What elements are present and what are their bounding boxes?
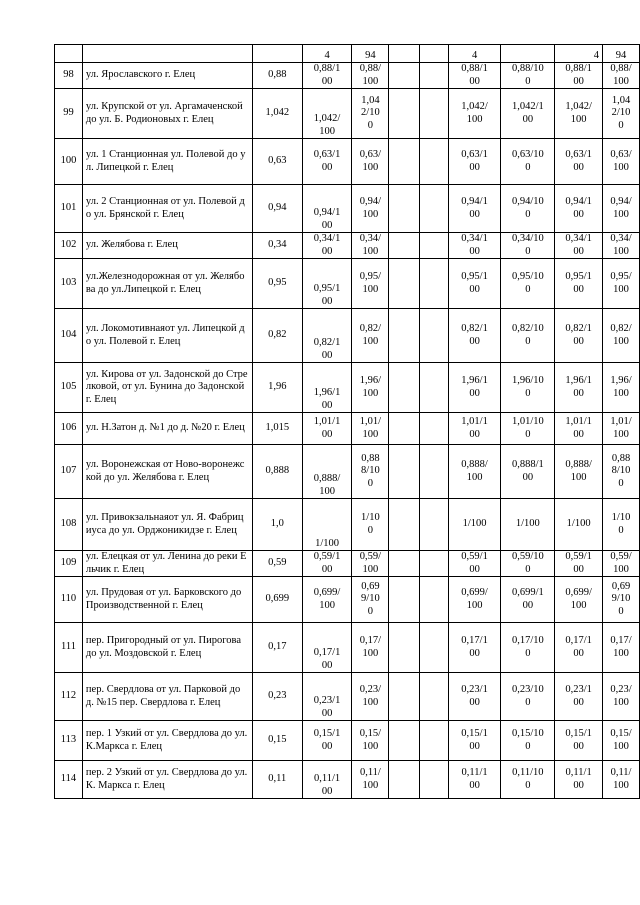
road-name: ул. Елецкая от ул. Ленина до реки Ельчик г. Елец bbox=[82, 551, 252, 577]
header-cell: 4 bbox=[302, 45, 352, 63]
value-cell: 0,23/1 00 bbox=[448, 673, 501, 721]
row-number: 102 bbox=[55, 233, 83, 259]
empty-cell bbox=[420, 577, 449, 623]
empty-cell bbox=[389, 499, 420, 551]
value-cell: 0,95/1 00 bbox=[302, 259, 352, 309]
road-name: пер. 2 Узкий от ул. Свердлова до ул. К. Маркса г. Елец bbox=[82, 761, 252, 799]
road-name: ул. Привокзальнаяот ул. Я. Фабрициуса до ул. Орджоникидзе г. Елец bbox=[82, 499, 252, 551]
value-cell: 1,042/ 100 bbox=[555, 89, 603, 139]
road-name: ул. Кирова от ул. Задонской до Стрелковой, от ул. Бунина до Задонской г. Елец bbox=[82, 363, 252, 413]
empty-cell bbox=[420, 233, 449, 259]
value-cell: 0,23/1 00 bbox=[302, 673, 352, 721]
road-length: 0,63 bbox=[252, 139, 302, 185]
value-cell: 0,69 9/10 0 bbox=[603, 577, 640, 623]
value-cell: 0,11/10 0 bbox=[501, 761, 555, 799]
value-cell: 0,88/ 100 bbox=[603, 63, 640, 89]
table-row bbox=[55, 721, 640, 761]
value-cell: 1,042/ 100 bbox=[448, 89, 501, 139]
value-cell: 0,11/1 00 bbox=[448, 761, 501, 799]
value-cell: 0,63/1 00 bbox=[555, 139, 603, 185]
row-number: 112 bbox=[55, 673, 83, 721]
value-cell: 0,63/10 0 bbox=[501, 139, 555, 185]
value-cell: 1,04 2/10 0 bbox=[603, 89, 640, 139]
table-row bbox=[55, 89, 640, 139]
road-length: 1,0 bbox=[252, 499, 302, 551]
value-cell: 0,82/ 100 bbox=[352, 309, 389, 363]
road-length: 0,17 bbox=[252, 623, 302, 673]
value-cell: 1,96/1 00 bbox=[555, 363, 603, 413]
value-cell: 0,23/10 0 bbox=[501, 673, 555, 721]
value-cell: 0,63/ 100 bbox=[352, 139, 389, 185]
value-cell: 0,34/ 100 bbox=[603, 233, 640, 259]
road-length: 1,042 bbox=[252, 89, 302, 139]
value-cell: 1/100 bbox=[302, 499, 352, 551]
value-cell: 0,17/ 100 bbox=[352, 623, 389, 673]
row-number: 103 bbox=[55, 259, 83, 309]
empty-cell bbox=[420, 551, 449, 577]
value-cell: 0,95/ 100 bbox=[603, 259, 640, 309]
road-length: 0,699 bbox=[252, 577, 302, 623]
road-length: 0,34 bbox=[252, 233, 302, 259]
table-row bbox=[55, 445, 640, 499]
row-number: 114 bbox=[55, 761, 83, 799]
road-name: ул. 2 Станционная от ул. Полевой до ул. Брянской г. Елец bbox=[82, 185, 252, 233]
empty-cell bbox=[420, 623, 449, 673]
value-cell: 1,042/ 100 bbox=[302, 89, 352, 139]
value-cell: 0,69 9/10 0 bbox=[352, 577, 389, 623]
value-cell: 0,59/10 0 bbox=[501, 551, 555, 577]
road-name: ул.Железнодорожная от ул. Желябова до ул.Липецкой г. Елец bbox=[82, 259, 252, 309]
value-cell: 0,17/1 00 bbox=[555, 623, 603, 673]
value-cell: 1/100 bbox=[501, 499, 555, 551]
row-number: 111 bbox=[55, 623, 83, 673]
value-cell: 0,59/1 00 bbox=[448, 551, 501, 577]
header-cell bbox=[55, 45, 83, 63]
value-cell: 0,11/1 00 bbox=[555, 761, 603, 799]
empty-cell bbox=[389, 577, 420, 623]
value-cell: 0,699/ 100 bbox=[448, 577, 501, 623]
empty-cell bbox=[389, 721, 420, 761]
empty-cell bbox=[389, 551, 420, 577]
value-cell: 0,95/ 100 bbox=[352, 259, 389, 309]
value-cell: 0,888/ 100 bbox=[555, 445, 603, 499]
value-cell: 1,04 2/10 0 bbox=[352, 89, 389, 139]
value-cell: 1,96/ 100 bbox=[603, 363, 640, 413]
empty-cell bbox=[389, 673, 420, 721]
header-cell: 4 bbox=[448, 45, 501, 63]
road-length: 0,88 bbox=[252, 63, 302, 89]
value-cell: 0,34/1 00 bbox=[448, 233, 501, 259]
empty-cell bbox=[389, 309, 420, 363]
road-name: пер. 1 Узкий от ул. Свердлова до ул. К.Маркса г. Елец bbox=[82, 721, 252, 761]
table-row bbox=[55, 185, 640, 233]
header-cell: 94 bbox=[603, 45, 640, 63]
value-cell: 1,01/1 00 bbox=[302, 413, 352, 445]
header-cell bbox=[501, 45, 555, 63]
value-cell: 1,042/1 00 bbox=[501, 89, 555, 139]
header-cell bbox=[420, 45, 449, 63]
empty-cell bbox=[389, 259, 420, 309]
value-cell: 0,59/1 00 bbox=[302, 551, 352, 577]
table-row bbox=[55, 363, 640, 413]
road-name: ул. Желябова г. Елец bbox=[82, 233, 252, 259]
value-cell: 0,88 8/10 0 bbox=[603, 445, 640, 499]
value-cell: 1/10 0 bbox=[352, 499, 389, 551]
value-cell: 0,88/1 00 bbox=[448, 63, 501, 89]
value-cell: 1,96/1 00 bbox=[302, 363, 352, 413]
empty-cell bbox=[420, 139, 449, 185]
road-name: ул. Воронежская от Ново-воронежской до ул. Желябова г. Елец bbox=[82, 445, 252, 499]
empty-cell bbox=[420, 185, 449, 233]
empty-cell bbox=[389, 139, 420, 185]
value-cell: 0,699/ 100 bbox=[302, 577, 352, 623]
empty-cell bbox=[389, 445, 420, 499]
value-cell: 0,59/1 00 bbox=[555, 551, 603, 577]
empty-cell bbox=[420, 413, 449, 445]
row-number: 107 bbox=[55, 445, 83, 499]
row-number: 105 bbox=[55, 363, 83, 413]
road-length: 1,96 bbox=[252, 363, 302, 413]
value-cell: 0,888/1 00 bbox=[501, 445, 555, 499]
table-row bbox=[55, 63, 640, 89]
row-number: 109 bbox=[55, 551, 83, 577]
road-length: 0,11 bbox=[252, 761, 302, 799]
value-cell: 0,23/1 00 bbox=[555, 673, 603, 721]
value-cell: 0,15/ 100 bbox=[603, 721, 640, 761]
table-row bbox=[55, 413, 640, 445]
road-name: ул. Н.Затон д. №1 до д. №20 г. Елец bbox=[82, 413, 252, 445]
value-cell: 1,96/1 00 bbox=[448, 363, 501, 413]
value-cell: 0,94/ 100 bbox=[603, 185, 640, 233]
table-row bbox=[55, 623, 640, 673]
empty-cell bbox=[420, 63, 449, 89]
road-length: 0,23 bbox=[252, 673, 302, 721]
value-cell: 0,63/ 100 bbox=[603, 139, 640, 185]
road-name: ул. Крупской от ул. Аргамаченской до ул. Б. Родионовых г. Елец bbox=[82, 89, 252, 139]
value-cell: 0,95/1 00 bbox=[448, 259, 501, 309]
empty-cell bbox=[420, 499, 449, 551]
value-cell: 0,95/10 0 bbox=[501, 259, 555, 309]
value-cell: 0,888/ 100 bbox=[302, 445, 352, 499]
value-cell: 0,15/1 00 bbox=[448, 721, 501, 761]
header-cell: 94 bbox=[352, 45, 389, 63]
value-cell: 0,34/ 100 bbox=[352, 233, 389, 259]
value-cell: 0,17/1 00 bbox=[448, 623, 501, 673]
value-cell: 1,01/1 00 bbox=[448, 413, 501, 445]
value-cell: 0,82/1 00 bbox=[555, 309, 603, 363]
value-cell: 0,59/ 100 bbox=[603, 551, 640, 577]
value-cell: 0,11/ 100 bbox=[603, 761, 640, 799]
value-cell: 0,94/1 00 bbox=[555, 185, 603, 233]
empty-cell bbox=[389, 413, 420, 445]
empty-cell bbox=[389, 89, 420, 139]
header-cell: 4 bbox=[555, 45, 603, 63]
value-cell: 0,699/ 100 bbox=[555, 577, 603, 623]
empty-cell bbox=[389, 623, 420, 673]
empty-cell bbox=[389, 761, 420, 799]
table-row bbox=[55, 551, 640, 577]
value-cell: 0,15/1 00 bbox=[302, 721, 352, 761]
table-row bbox=[55, 577, 640, 623]
value-cell: 0,63/1 00 bbox=[302, 139, 352, 185]
value-cell: 0,59/ 100 bbox=[352, 551, 389, 577]
road-length: 0,95 bbox=[252, 259, 302, 309]
value-cell: 0,17/1 00 bbox=[302, 623, 352, 673]
value-cell: 1,01/10 0 bbox=[501, 413, 555, 445]
table-row bbox=[55, 259, 640, 309]
value-cell: 0,17/ 100 bbox=[603, 623, 640, 673]
value-cell: 1,96/10 0 bbox=[501, 363, 555, 413]
road-length: 0,59 bbox=[252, 551, 302, 577]
header-cell bbox=[82, 45, 252, 63]
road-name: ул. Локомотивнаяот ул. Липецкой до ул. Полевой г. Елец bbox=[82, 309, 252, 363]
empty-cell bbox=[389, 185, 420, 233]
value-cell: 1,96/ 100 bbox=[352, 363, 389, 413]
value-cell: 1/100 bbox=[448, 499, 501, 551]
empty-cell bbox=[420, 363, 449, 413]
value-cell: 0,15/ 100 bbox=[352, 721, 389, 761]
empty-cell bbox=[420, 761, 449, 799]
empty-cell bbox=[389, 63, 420, 89]
road-name: ул. Прудовая от ул. Барковского до Производственной г. Елец bbox=[82, 577, 252, 623]
value-cell: 0,34/10 0 bbox=[501, 233, 555, 259]
value-cell: 0,94/10 0 bbox=[501, 185, 555, 233]
value-cell: 0,15/1 00 bbox=[555, 721, 603, 761]
road-length: 1,015 bbox=[252, 413, 302, 445]
value-cell: 0,23/ 100 bbox=[603, 673, 640, 721]
value-cell: 0,88 8/10 0 bbox=[352, 445, 389, 499]
value-cell: 0,15/10 0 bbox=[501, 721, 555, 761]
empty-cell bbox=[420, 309, 449, 363]
value-cell: 0,95/1 00 bbox=[555, 259, 603, 309]
row-number: 104 bbox=[55, 309, 83, 363]
row-number: 110 bbox=[55, 577, 83, 623]
road-name: ул. 1 Станционная ул. Полевой до ул. Липецкой г. Елец bbox=[82, 139, 252, 185]
value-cell: 0,82/10 0 bbox=[501, 309, 555, 363]
value-cell: 0,82/ 100 bbox=[603, 309, 640, 363]
empty-cell bbox=[420, 89, 449, 139]
row-number: 113 bbox=[55, 721, 83, 761]
row-number: 98 bbox=[55, 63, 83, 89]
value-cell: 0,34/1 00 bbox=[302, 233, 352, 259]
value-cell: 0,63/1 00 bbox=[448, 139, 501, 185]
header-row bbox=[55, 45, 640, 63]
road-length: 0,15 bbox=[252, 721, 302, 761]
value-cell: 0,88/1 00 bbox=[302, 63, 352, 89]
table-row bbox=[55, 761, 640, 799]
road-name: пер. Свердлова от ул. Парковой до д. №15 пер. Свердлова г. Елец bbox=[82, 673, 252, 721]
road-name: пер. Пригородный от ул. Пирогова до ул. Моздовской г. Елец bbox=[82, 623, 252, 673]
value-cell: 0,94/1 00 bbox=[302, 185, 352, 233]
value-cell: 0,88/10 0 bbox=[501, 63, 555, 89]
table-row bbox=[55, 499, 640, 551]
table-row bbox=[55, 673, 640, 721]
header-cell bbox=[252, 45, 302, 63]
value-cell: 0,88/ 100 bbox=[352, 63, 389, 89]
row-number: 101 bbox=[55, 185, 83, 233]
value-cell: 0,82/1 00 bbox=[448, 309, 501, 363]
empty-cell bbox=[420, 721, 449, 761]
value-cell: 0,94/ 100 bbox=[352, 185, 389, 233]
table-row bbox=[55, 139, 640, 185]
header-cell bbox=[389, 45, 420, 63]
value-cell: 1/10 0 bbox=[603, 499, 640, 551]
empty-cell bbox=[420, 445, 449, 499]
row-number: 106 bbox=[55, 413, 83, 445]
table-row bbox=[55, 233, 640, 259]
row-number: 108 bbox=[55, 499, 83, 551]
value-cell: 0,34/1 00 bbox=[555, 233, 603, 259]
value-cell: 1/100 bbox=[555, 499, 603, 551]
value-cell: 0,82/1 00 bbox=[302, 309, 352, 363]
empty-cell bbox=[420, 259, 449, 309]
value-cell: 0,11/1 00 bbox=[302, 761, 352, 799]
road-length: 0,94 bbox=[252, 185, 302, 233]
value-cell: 0,11/ 100 bbox=[352, 761, 389, 799]
value-cell: 1,01/1 00 bbox=[555, 413, 603, 445]
row-number: 100 bbox=[55, 139, 83, 185]
value-cell: 1,01/ 100 bbox=[603, 413, 640, 445]
road-length: 0,888 bbox=[252, 445, 302, 499]
value-cell: 0,23/ 100 bbox=[352, 673, 389, 721]
value-cell: 0,88/1 00 bbox=[555, 63, 603, 89]
roads-register-table bbox=[54, 44, 640, 799]
row-number: 99 bbox=[55, 89, 83, 139]
empty-cell bbox=[389, 363, 420, 413]
value-cell: 0,699/1 00 bbox=[501, 577, 555, 623]
empty-cell bbox=[389, 233, 420, 259]
value-cell: 0,888/ 100 bbox=[448, 445, 501, 499]
table-row bbox=[55, 309, 640, 363]
road-name: ул. Ярославского г. Елец bbox=[82, 63, 252, 89]
value-cell: 0,17/10 0 bbox=[501, 623, 555, 673]
value-cell: 1,01/ 100 bbox=[352, 413, 389, 445]
road-length: 0,82 bbox=[252, 309, 302, 363]
value-cell: 0,94/1 00 bbox=[448, 185, 501, 233]
empty-cell bbox=[420, 673, 449, 721]
